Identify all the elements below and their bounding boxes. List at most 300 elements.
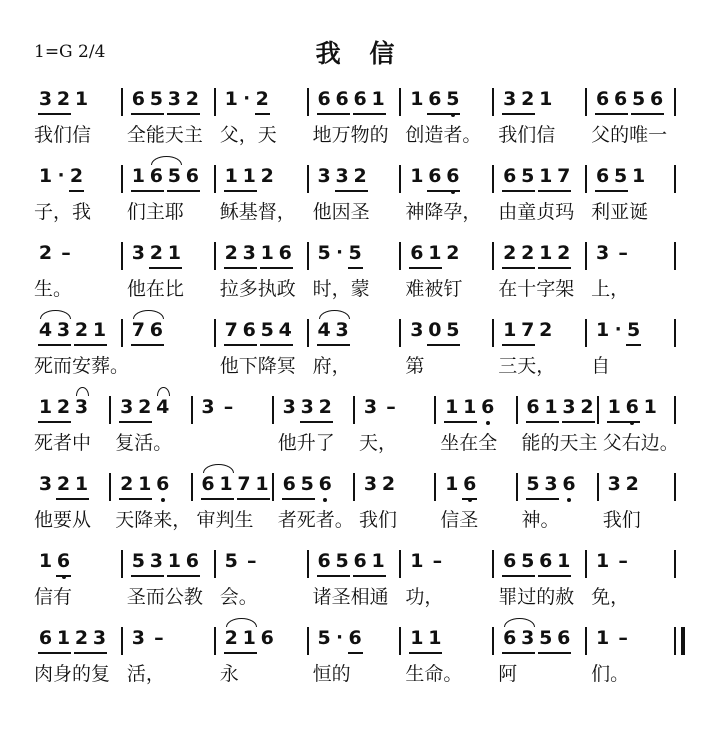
jianpu-note: 1: [643, 396, 657, 418]
jianpu-note: 6: [38, 627, 53, 649]
jianpu-note: 3: [149, 550, 163, 572]
barline: [121, 88, 123, 116]
notes-row: [30, 396, 680, 426]
lyric-text: 由童贞玛: [498, 201, 575, 223]
jianpu-note: 3: [544, 473, 558, 495]
jianpu-note: 6: [445, 165, 460, 187]
barline: [191, 473, 193, 501]
jianpu-note: 1: [242, 627, 256, 649]
beam-underline: [607, 421, 640, 423]
jianpu-note: 6: [428, 165, 442, 187]
beam-underline: [56, 498, 89, 500]
measure: [444, 473, 477, 495]
lyrics-row: [30, 199, 680, 227]
lyric-text: 能的天主: [521, 432, 598, 454]
measure: [131, 165, 200, 187]
lyric-text: 会。: [219, 586, 258, 608]
notes-row: [30, 165, 680, 195]
slur-tie: [203, 464, 234, 473]
jianpu-note: 6: [260, 627, 274, 649]
lyric-text: 利亚诞: [591, 201, 649, 223]
measure: [317, 242, 363, 264]
lyric-text: 活，: [126, 663, 165, 685]
low-octave-dot: [567, 498, 571, 502]
jianpu-note: 3: [242, 242, 256, 264]
measure: [38, 88, 89, 110]
lyric-text: 我们信: [34, 124, 92, 146]
beam-underline: [444, 421, 477, 423]
beam-underline: [74, 344, 107, 346]
jianpu-note: 2: [224, 627, 238, 649]
barline: [674, 396, 676, 424]
jianpu-note: 1: [138, 473, 152, 495]
jianpu-note: 2: [353, 165, 367, 187]
beam-underline: [38, 344, 71, 346]
jianpu-note: 6: [428, 88, 442, 110]
beam-underline: [317, 344, 350, 346]
jianpu-note: 6: [201, 473, 215, 495]
low-octave-dot: [323, 498, 327, 502]
jianpu-note: 1: [410, 165, 424, 187]
jianpu-note: 3: [335, 319, 349, 341]
lyric-text: 天，: [359, 432, 398, 454]
jianpu-note: 3: [503, 88, 517, 110]
beam-underline: [502, 575, 535, 577]
jianpu-note: 6: [335, 88, 349, 110]
jianpu-note: 1: [371, 550, 385, 572]
beam-underline: [348, 652, 363, 654]
jianpu-note: 6: [596, 165, 610, 187]
barline: [492, 88, 494, 116]
lyric-text: 罪过的赦: [498, 586, 575, 608]
measure: [363, 396, 401, 418]
jianpu-note: 1: [596, 550, 610, 572]
beam-underline: [317, 113, 350, 115]
jianpu-note: 5: [167, 165, 181, 187]
measure: [409, 165, 460, 187]
lyric-text: 信有: [34, 586, 73, 608]
jianpu-note: 1: [539, 242, 553, 264]
jianpu-note: 3: [596, 242, 610, 264]
beam-underline: [56, 575, 71, 577]
lyric-text: 生命。: [405, 663, 463, 685]
lyric-text: 父的唯一: [591, 124, 668, 146]
measure: [317, 88, 386, 110]
score-system: [30, 88, 680, 158]
beam-underline: [427, 190, 460, 192]
barline: [434, 396, 436, 424]
jianpu-note: 4: [156, 396, 170, 418]
jianpu-note: 4: [317, 319, 331, 341]
jianpu-note: 5: [446, 319, 460, 341]
lyric-text: 我们: [602, 509, 641, 531]
jianpu-note: 1: [428, 627, 442, 649]
beam-underline: [409, 267, 442, 269]
jianpu-note: 6: [539, 550, 553, 572]
beam-underline: [335, 190, 368, 192]
barline: [399, 550, 401, 578]
jianpu-note: 2: [255, 88, 269, 110]
lyric-text: 免，: [591, 586, 630, 608]
lyric-text: 恒的: [312, 663, 351, 685]
jianpu-note: 1: [544, 396, 558, 418]
beam-underline: [131, 575, 164, 577]
notes-row: [30, 88, 680, 118]
jianpu-note: 7: [237, 473, 251, 495]
barline: [516, 396, 518, 424]
jianpu-note: 2: [38, 242, 53, 264]
measure: [38, 473, 89, 495]
jianpu-note: 2: [521, 242, 535, 264]
measure: [317, 627, 363, 649]
hold-dash: –: [618, 627, 628, 649]
measure: [317, 165, 368, 187]
beam-underline: [502, 267, 535, 269]
jianpu-note: 3: [92, 627, 107, 649]
lyric-text: 功，: [405, 586, 444, 608]
beam-underline: [131, 344, 164, 346]
jianpu-note: 1: [410, 550, 424, 572]
notes-row: [30, 550, 680, 580]
jianpu-note: 1: [38, 396, 53, 418]
score-system: [30, 319, 680, 389]
jianpu-note: 2: [56, 473, 71, 495]
measure: [224, 165, 275, 187]
measure: [409, 319, 460, 341]
barline: [121, 627, 123, 655]
barline: [585, 319, 587, 347]
song-title: 我 信: [315, 39, 405, 68]
lyric-text: 父，天: [219, 124, 277, 146]
beam-underline: [538, 652, 571, 654]
notes-row: [30, 319, 680, 349]
jianpu-note: 1: [410, 88, 424, 110]
jianpu-note: 5: [521, 165, 535, 187]
beam-underline: [502, 190, 535, 192]
barline: [399, 319, 401, 347]
beam-underline: [526, 421, 559, 423]
jianpu-note: 5: [335, 550, 349, 572]
beam-underline: [38, 113, 71, 115]
jianpu-note: 3: [167, 88, 181, 110]
duration-dot: ·: [614, 319, 622, 340]
jianpu-note: 1: [410, 627, 424, 649]
jianpu-note: 2: [120, 473, 134, 495]
jianpu-note: 5: [224, 550, 238, 572]
jianpu-note: 3: [120, 396, 134, 418]
lyric-text: 死者中: [34, 432, 92, 454]
jianpu-note: 3: [363, 396, 378, 418]
notes-row: [30, 627, 680, 657]
score-system: [30, 473, 680, 543]
measure: [444, 396, 495, 418]
jianpu-note: 2: [580, 396, 594, 418]
jianpu-note: 1: [74, 473, 89, 495]
beam-underline: [201, 498, 234, 500]
jianpu-note: 1: [224, 88, 238, 110]
jianpu-note: 1: [596, 319, 610, 341]
jianpu-note: 1: [167, 242, 181, 264]
measure: [363, 473, 396, 495]
jianpu-note: 3: [521, 627, 535, 649]
score-system: [30, 627, 680, 697]
jianpu-note: 6: [318, 473, 333, 495]
barline: [492, 319, 494, 347]
score-system: [30, 165, 680, 235]
beam-underline: [69, 190, 84, 192]
jianpu-note: 1: [167, 550, 181, 572]
jianpu-note: 2: [625, 473, 639, 495]
measure: [607, 473, 640, 495]
jianpu-note: 3: [38, 473, 53, 495]
jianpu-note: 6: [348, 627, 362, 649]
lyrics-row: [30, 584, 680, 612]
barline: [674, 319, 676, 347]
jianpu-note: 4: [38, 319, 53, 341]
measure: [595, 88, 664, 110]
measure: [595, 627, 633, 649]
notes-row: [30, 242, 680, 272]
measure: [317, 319, 350, 341]
jianpu-note: 3: [410, 319, 424, 341]
jianpu-note: 2: [381, 473, 396, 495]
lyric-text: 难被钉: [405, 278, 463, 300]
lyric-text: 自: [591, 355, 611, 377]
measure: [595, 319, 641, 341]
jianpu-note: 6: [353, 550, 367, 572]
measure: [131, 319, 164, 341]
measure: [38, 319, 107, 341]
beam-underline: [237, 498, 270, 500]
beam-underline: [538, 575, 571, 577]
jianpu-note: 3: [74, 396, 89, 418]
measure: [409, 627, 442, 649]
jianpu-note: 2: [539, 319, 553, 341]
barline: [597, 473, 599, 501]
barline: [585, 550, 587, 578]
jianpu-note: 6: [557, 627, 571, 649]
jianpu-note: 6: [353, 88, 367, 110]
barline: [492, 627, 494, 655]
duration-dot: ·: [57, 165, 65, 186]
lyric-text: 地万物的: [312, 124, 389, 146]
jianpu-note: 2: [149, 242, 163, 264]
barline: [353, 473, 355, 501]
jianpu-note: 6: [317, 88, 331, 110]
jianpu-note: 5: [539, 627, 553, 649]
jianpu-note: 6: [242, 319, 256, 341]
hold-dash: –: [223, 396, 234, 418]
lyric-text: 我们信: [498, 124, 556, 146]
jianpu-note: 7: [224, 319, 238, 341]
measure: [595, 550, 633, 572]
jianpu-note: 1: [607, 396, 621, 418]
lyric-text: 我们: [359, 509, 398, 531]
barline: [121, 550, 123, 578]
lyric-text: 们。: [591, 663, 630, 685]
barline: [214, 550, 216, 578]
jianpu-note: 1: [242, 165, 256, 187]
jianpu-note: 3: [131, 627, 145, 649]
barline: [214, 319, 216, 347]
jianpu-note: 1: [38, 165, 53, 187]
lyric-text: 神降孕，: [405, 201, 482, 223]
lyrics-row: [30, 276, 680, 304]
beam-underline: [409, 652, 442, 654]
jianpu-note: 6: [149, 319, 163, 341]
measure: [131, 627, 169, 649]
beam-underline: [353, 575, 386, 577]
jianpu-note: 3: [363, 473, 378, 495]
beam-underline: [562, 421, 595, 423]
jianpu-note: 6: [480, 396, 495, 418]
measure: [38, 396, 89, 418]
jianpu-note: 6: [56, 550, 71, 572]
jianpu-note: 6: [503, 550, 517, 572]
jianpu-note: 2: [557, 242, 571, 264]
measure: [595, 165, 646, 187]
measure: [38, 550, 71, 572]
measure: [502, 88, 553, 110]
beam-underline: [167, 190, 200, 192]
jianpu-note: 3: [131, 242, 145, 264]
lyric-text: 府，: [312, 355, 351, 377]
beam-underline: [631, 113, 664, 115]
barline: [492, 242, 494, 270]
hold-dash: –: [154, 627, 164, 649]
jianpu-note: 1: [92, 319, 107, 341]
slur-tie: [319, 310, 350, 319]
lyric-text: 神。: [521, 509, 560, 531]
barline: [674, 242, 676, 270]
measure: [201, 396, 239, 418]
lyric-text: 他升了: [277, 432, 335, 454]
lyric-text: 他下降冥: [219, 355, 296, 377]
beam-underline: [538, 190, 571, 192]
jianpu-note: 3: [201, 396, 215, 418]
duration-dot: ·: [336, 627, 343, 648]
jianpu-note: 5: [526, 473, 540, 495]
measure: [282, 473, 333, 495]
score-system: [30, 242, 680, 312]
jianpu-note: 3: [335, 165, 349, 187]
score-system: [30, 550, 680, 620]
lyric-text: 圣而公教: [126, 586, 203, 608]
jianpu-note: 6: [155, 473, 170, 495]
jianpu-note: 2: [74, 319, 89, 341]
lyric-text: 生。: [34, 278, 73, 300]
notes-row: [30, 473, 680, 503]
lyric-text: 稣基督，: [219, 201, 296, 223]
barline: [585, 242, 587, 270]
beam-underline: [353, 113, 386, 115]
barline: [109, 473, 111, 501]
hold-dash: –: [246, 550, 257, 572]
barline: [191, 396, 193, 424]
jianpu-note: 5: [131, 550, 145, 572]
hold-dash: –: [61, 242, 71, 264]
measure: [502, 319, 553, 341]
jianpu-note: 6: [185, 165, 199, 187]
lyric-text: 拉多执政: [219, 278, 296, 300]
lyric-text: 父右边。: [602, 432, 679, 454]
lyric-text: 永: [219, 663, 239, 685]
barline: [272, 473, 274, 501]
jianpu-note: 1: [371, 88, 385, 110]
barline: [585, 88, 587, 116]
lyric-text: 三天，: [498, 355, 556, 377]
beam-underline: [224, 652, 257, 654]
lyrics-row: [30, 353, 680, 381]
measure: [131, 242, 182, 264]
jianpu-note: 5: [614, 165, 628, 187]
barline: [674, 165, 676, 193]
measure: [224, 550, 262, 572]
measure: [38, 627, 107, 649]
measure: [502, 627, 571, 649]
jianpu-note: 5: [521, 550, 535, 572]
beam-underline: [626, 344, 641, 346]
hold-dash: –: [432, 550, 443, 572]
beam-underline: [300, 421, 333, 423]
jianpu-note: 5: [632, 88, 646, 110]
lyrics-row: [30, 507, 680, 535]
beam-underline: [224, 267, 257, 269]
barline: [307, 627, 309, 655]
jianpu-note: 2: [503, 242, 517, 264]
beam-underline: [74, 652, 107, 654]
lyric-text: 复活。: [115, 432, 173, 454]
measure: [526, 473, 577, 495]
beam-underline: [131, 113, 164, 115]
beam-underline: [462, 498, 477, 500]
lyric-text: 上，: [591, 278, 630, 300]
beam-underline: [260, 267, 293, 269]
beam-underline: [502, 344, 535, 346]
jianpu-note: 6: [131, 88, 145, 110]
beam-underline: [119, 498, 152, 500]
beam-underline: [38, 421, 71, 423]
barline: [399, 88, 401, 116]
barline: [674, 627, 685, 655]
barline: [585, 165, 587, 193]
measure: [119, 396, 170, 418]
beam-underline: [348, 267, 363, 269]
jianpu-note: 6: [503, 627, 517, 649]
jianpu-note: 6: [625, 396, 640, 418]
low-octave-dot: [161, 498, 165, 502]
lyric-text: 审判生: [196, 509, 254, 531]
lyric-text: 他要从: [34, 509, 92, 531]
jianpu-note: 1: [38, 550, 53, 572]
beam-underline: [255, 113, 270, 115]
measure: [201, 473, 270, 495]
lyric-text: 阿: [498, 663, 518, 685]
jianpu-note: 2: [138, 396, 152, 418]
jianpu-note: 1: [445, 473, 459, 495]
barline: [307, 550, 309, 578]
beam-underline: [317, 575, 350, 577]
measure: [131, 88, 200, 110]
jianpu-note: 2: [224, 242, 238, 264]
beam-underline: [427, 344, 460, 346]
jianpu-note: 3: [317, 165, 331, 187]
barline: [399, 165, 401, 193]
beam-underline: [502, 113, 535, 115]
jianpu-note: 1: [539, 88, 553, 110]
jianpu-note: 6: [185, 550, 199, 572]
measure: [409, 550, 447, 572]
